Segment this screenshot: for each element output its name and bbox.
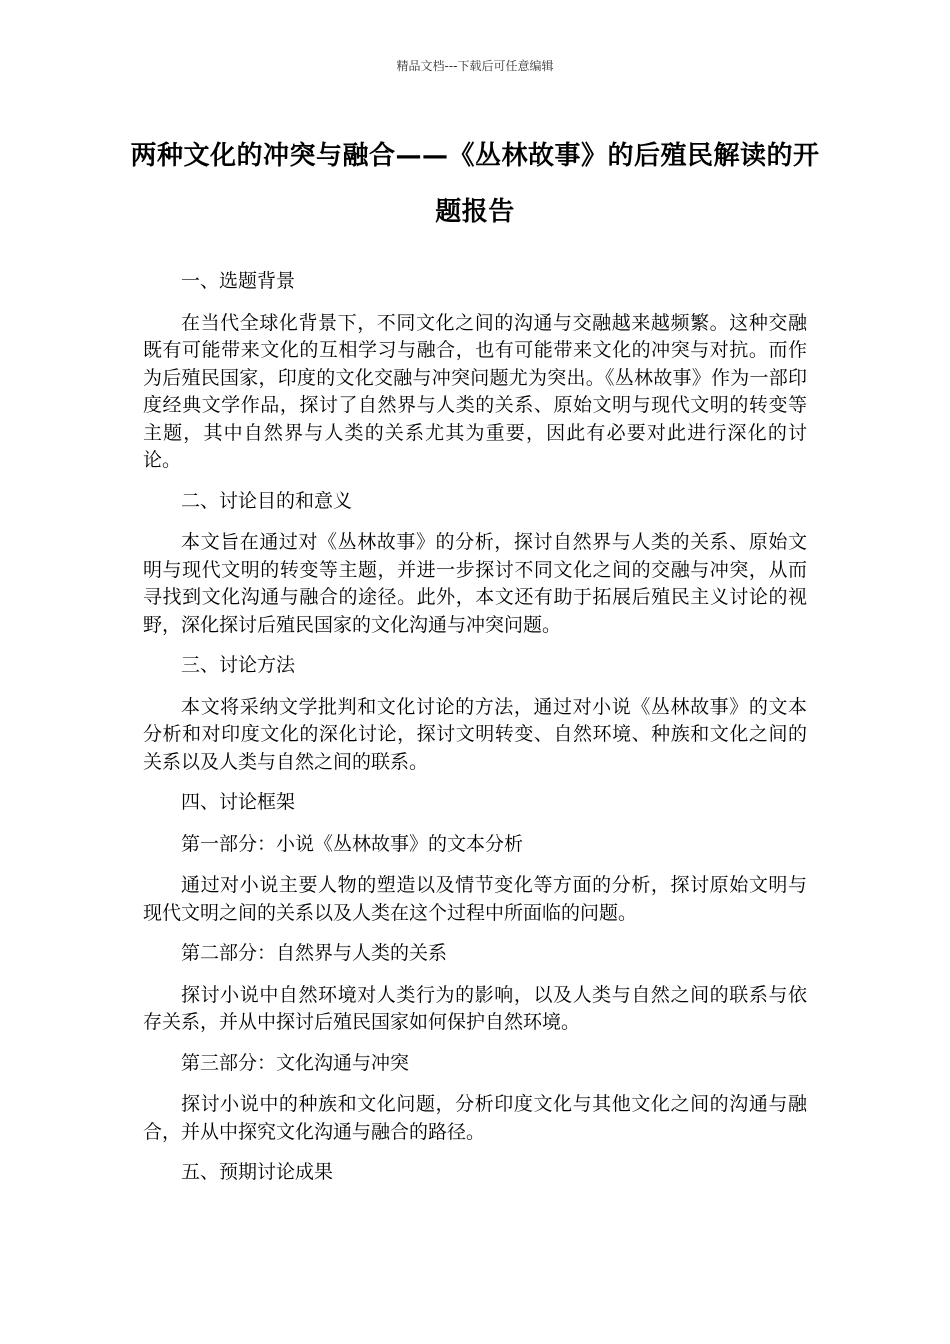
header-note: 精品文档---下载后可任意编辑 [396,59,554,73]
paragraph-part-one: 通过对小说主要人物的塑造以及情节变化等方面的分析，探讨原始文明与现代文明之间的关系以及人类在这个过程中所面临的问题。 [143,874,807,924]
paragraph-purpose: 本文旨在通过对《丛林故事》的分析，探讨自然界与人类的关系、原始文明与现代文明的转变等主题，并进一步探讨不同文化之间的交融与冲突，从而寻找到文化沟通与融合的途径。此外，本文还有助于拓展后殖民主义讨论的视野，深化探讨后殖民国家的文化沟通与冲突问题。 [143,531,807,636]
subheading-part-one: 第一部分：小说《丛林故事》的文本分析 [181,832,524,855]
document-title: 两种文化的冲突与融合——《丛林故事》的后殖民解读的开题报告 [130,141,820,227]
paragraph-part-two: 探讨小说中自然环境对人类行为的影响，以及人类与自然之间的联系与依存关系，并从中探讨后殖民国家如何保护自然环境。 [143,983,807,1033]
section-heading-method: 三、讨论方法 [181,654,296,676]
section-heading-background: 一、选题背景 [181,270,296,292]
section-heading-expected-results: 五、预期讨论成果 [181,1161,334,1183]
paragraph-method: 本文将采纳文学批判和文化讨论的方法，通过对小说《丛林故事》的文本分析和对印度文化的深化讨论，探讨文明转变、自然环境、种族和文化之间的关系以及人类与自然之间的联系。 [143,695,807,773]
subheading-part-three: 第三部分：文化沟通与冲突 [181,1051,410,1074]
section-heading-framework: 四、讨论框架 [181,791,296,813]
subheading-part-two: 第二部分：自然界与人类的关系 [181,942,448,964]
paragraph-background: 在当代全球化背景下，不同文化之间的沟通与交融越来越频繁。这种交融既有可能带来文化的互相学习与融合，也有可能带来文化的冲突与对抗。而作为后殖民国家，印度的文化交融与冲突问题尤为突出。《丛林故事》作为一部印度经典文学作品，探讨了自然界与人类的关系、原始文明与现代文明的转变等主题，其中自然界与人类的关系尤其为重要，因此有必要对此进行深化的讨论。 [143,311,807,471]
document-body [143,268,807,1201]
section-heading-purpose: 二、讨论目的和意义 [181,489,353,512]
paragraph-part-three: 探讨小说中的种族和文化问题，分析印度文化与其他文化之间的沟通与融合，并从中探究文化沟通与融合的路径。 [143,1093,807,1143]
